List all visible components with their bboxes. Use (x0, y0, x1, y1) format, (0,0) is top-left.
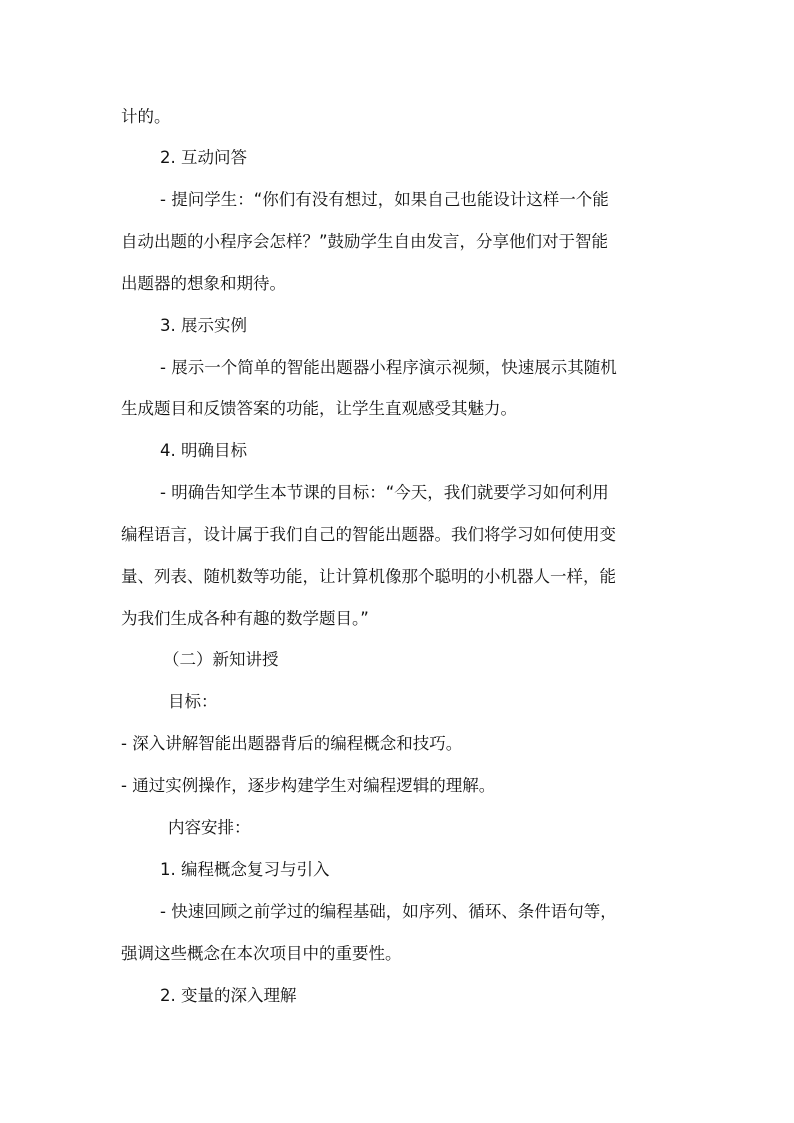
text-line: 出题器的想象和期待。 (121, 274, 286, 293)
text-line: 为我们生成各种有趣的数学题目。” (121, 609, 369, 628)
section-heading: 1. 编程概念复习与引入 (160, 860, 330, 879)
list-item: - 通过实例操作，逐步构建学生对编程逻辑的理解。 (121, 776, 496, 795)
text-line: 自动出题的小程序会怎样？”鼓励学生自由发言，分享他们对于智能 (121, 232, 609, 251)
subheading: 目标： (168, 692, 218, 711)
text-line: - 展示一个简单的智能出题器小程序演示视频，快速展示其随机 (160, 358, 617, 377)
text-line: 编程语言，设计属于我们自己的智能出题器。我们将学习如何使用变 (121, 525, 616, 544)
text-line: 生成题目和反馈答案的功能，让学生直观感受其魅力。 (121, 399, 517, 418)
section-heading: 3. 展示实例 (160, 316, 247, 335)
text-line: - 提问学生：“你们有没有想过，如果自己也能设计这样一个能 (160, 190, 609, 209)
text-line: 计的。 (121, 107, 171, 126)
text-line: - 明确告知学生本节课的目标：“今天，我们就要学习如何利用 (160, 483, 609, 502)
section-heading: 4. 明确目标 (160, 441, 247, 460)
text-line: 量、列表、随机数等功能，让计算机像那个聪明的小机器人一样，能 (121, 567, 616, 586)
section-heading: 2. 变量的深入理解 (160, 986, 297, 1005)
section-heading: 2. 互动问答 (160, 148, 247, 167)
text-line: - 快速回顾之前学过的编程基础，如序列、循环、条件语句等， (160, 902, 617, 921)
subheading: 内容安排： (168, 818, 251, 837)
section-heading: （二）新知讲授 (163, 650, 279, 669)
text-line: 强调这些概念在本次项目中的重要性。 (121, 944, 402, 963)
list-item: - 深入讲解智能出题器背后的编程概念和技巧。 (121, 734, 463, 753)
